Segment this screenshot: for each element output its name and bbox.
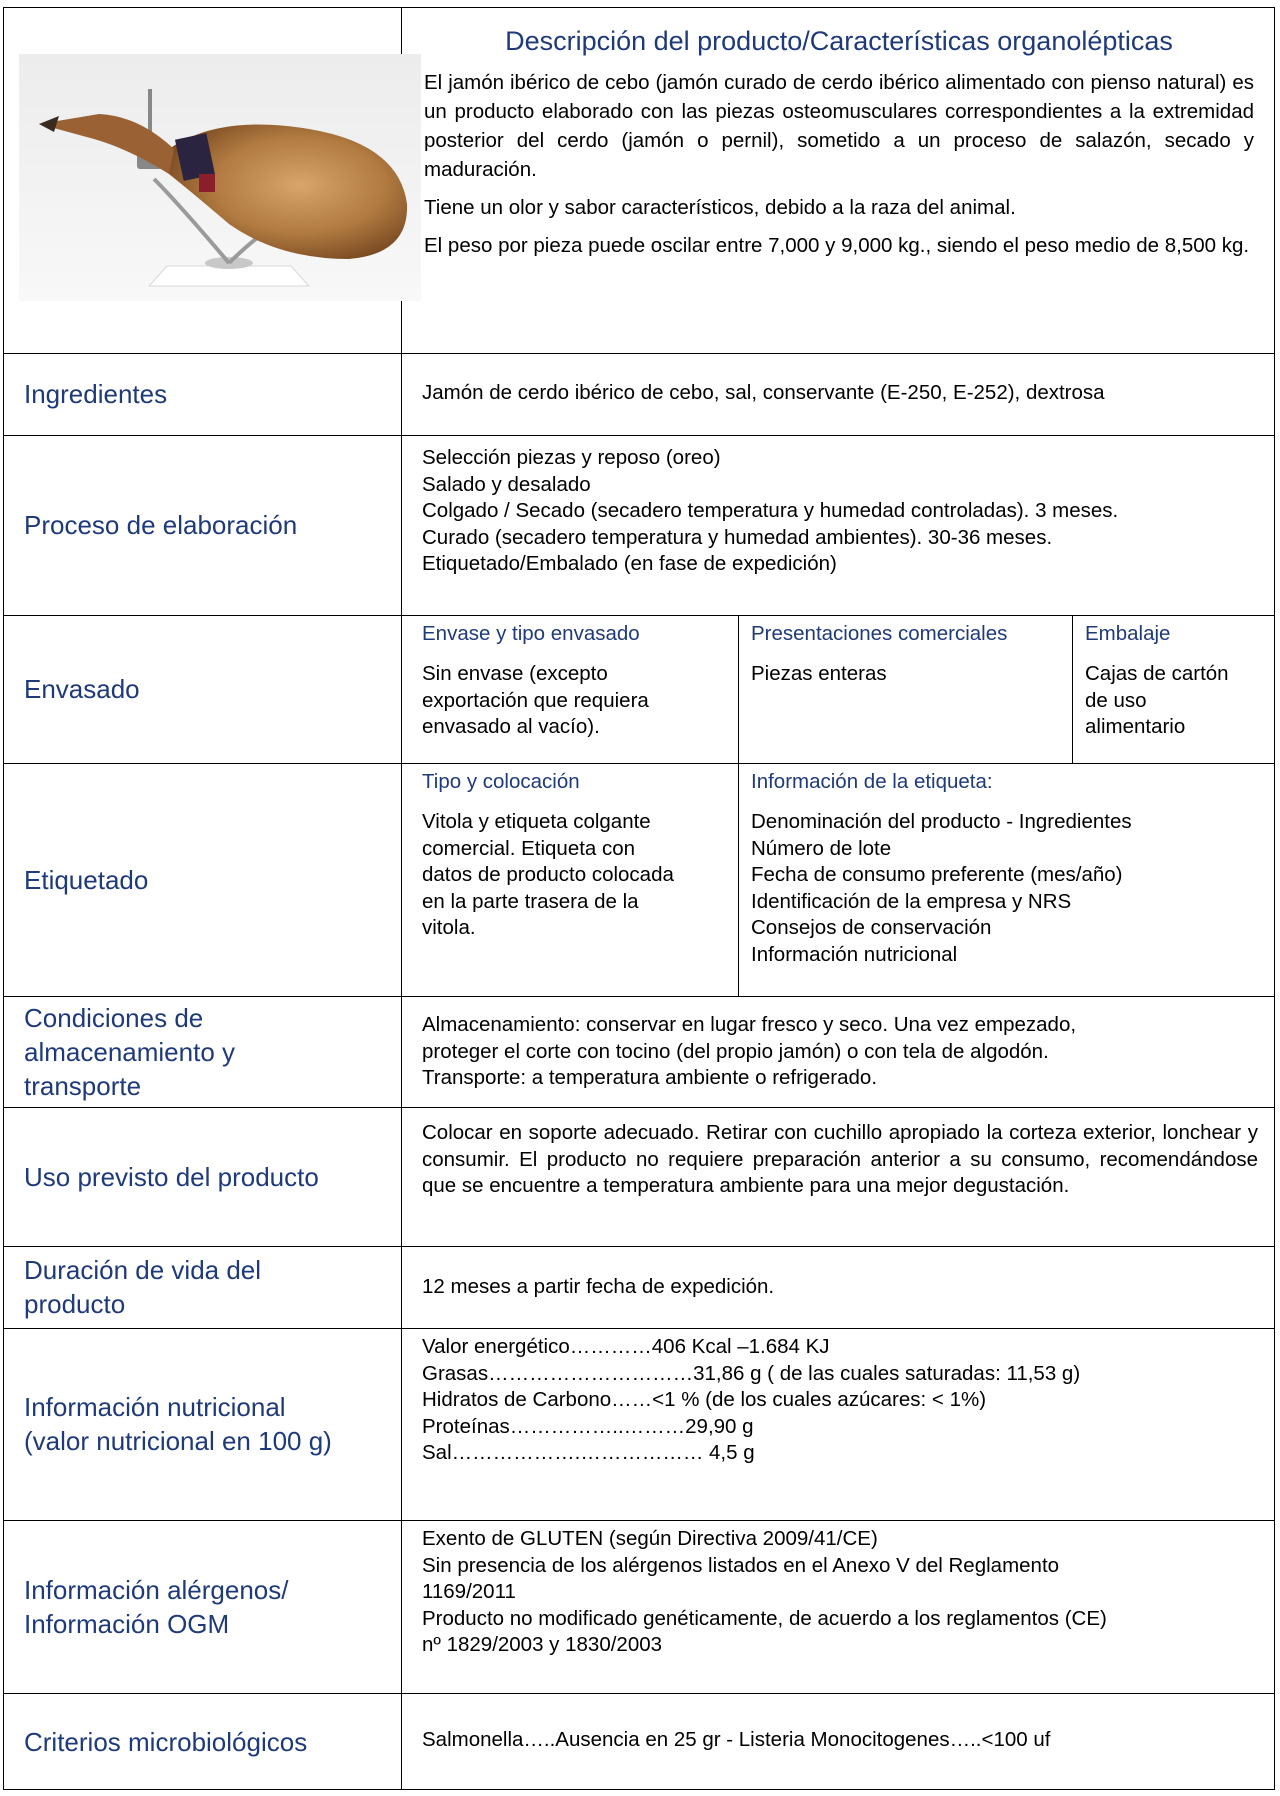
description-title: Descripción del producto/Características organolépticas [505, 26, 1173, 56]
proceso-steps [422, 445, 1118, 578]
envasado-label: Envasado [24, 674, 140, 704]
nutricional-label: Información nutricional (valor nutricional en 100 g) [24, 1392, 332, 1456]
proceso-step: Colgado / Secado (secadero temperatura y humedad controladas). 3 meses. [422, 499, 1119, 522]
description-paragraph: Tiene un olor y sabor característicos, debido a la raza del animal. [424, 195, 1016, 219]
description-paragraph: El jamón ibérico de cebo (jamón curado de cerdo ibérico alimentado con pienso natural) es un producto elaborado con las piezas osteomusculares correspondientes a la extremidad posterior del cerdo (jamón o pernil), sometido a un proceso de salazón, secado y maduración. [424, 70, 1254, 181]
ingredientes-label: Ingredientes [24, 379, 168, 409]
criterios-label: Criterios microbiológicos [24, 1726, 308, 1757]
duracion-label: Duración de vida del producto [24, 1255, 262, 1319]
envasado-col-presentaciones: Presentaciones comerciales Piezas enteras [751, 622, 1008, 685]
envasado-divider [738, 615, 739, 763]
uso-text: Colocar en soporte adecuado. Retirar con cuchillo apropiado la corteza exterior, lonchear y consumir. El producto no requiere preparación anterior a su consumo, recomendándose que se encuentre a temperatura ambiente para una mejor degustación. [422, 1121, 1258, 1197]
etiquetado-col-info: Información de la etiqueta: Denominación del producto - Ingredientes Número de lote Fecha de consumo preferente (mes/año) Identificación de la empresa y NRS Consejos de conservación Información nutricional [751, 770, 1132, 966]
nutricional-values: Valor energético…………406 Kcal –1.684 KJ Grasas…………………………31,86 g ( de las cuales saturadas: 11,53 g) Hidratos de Carbono……<1 % (de los cuales azúcares: < 1%) Proteínas……………..………29,90 g Sal……………….……………… 4,5 g [422, 1335, 1081, 1464]
envasado-divider [1072, 615, 1073, 763]
proceso-step: Etiquetado/Embalado (en fase de expedición) [422, 552, 837, 575]
proceso-label: Proceso de elaboración [24, 510, 298, 540]
etiquetado-col-tipo: Tipo y colocación Vitola y etiqueta colgante comercial. Etiqueta con datos de producto colocada en la parte trasera de la vitola. [422, 770, 674, 939]
condiciones-text: Almacenamiento: conservar en lugar fresco y seco. Una vez empezado, proteger el corte con tocino (del propio jamón) o con tela de algodón. Transporte: a temperatura ambiente o refrigerado. [422, 1013, 1077, 1089]
criterios-text: Salmonella…..Ausencia en 25 gr - Listeria Monocitogenes…..<100 uf [422, 1728, 1051, 1751]
etiquetado-divider [738, 763, 739, 996]
proceso-step: Salado y desalado [422, 472, 591, 496]
etiquetado-label: Etiquetado [24, 864, 149, 895]
condiciones-label: Condiciones de almacenamiento y transporte [24, 1002, 235, 1101]
proceso-step: Selección piezas y reposo (oreo) [422, 446, 721, 469]
proceso-step: Curado (secadero temperatura y humedad ambientes). 30-36 meses. [422, 525, 1053, 549]
description-paragraph: El peso por pieza puede oscilar entre 7,000 y 9,000 kg., siendo el peso medio de 8,500 kg. [424, 233, 1250, 257]
uso-label: Uso previsto del producto [24, 1161, 319, 1192]
description-section [424, 28, 1254, 260]
duracion-text: 12 meses a partir fecha de expedición. [422, 1275, 775, 1298]
envasado-col-envase: Envase y tipo envasado Sin envase (excepto exportación que requiera envasado al vacío). [422, 622, 649, 738]
alergenos-text: Exento de GLUTEN (según Directiva 2009/41/CE) Sin presencia de los alérgenos listados en el Anexo V del Reglamento 1169/2011 Producto no modificado genéticamente, de acuerdo a los reglamentos (CE) nº 1829/2003 y 1830/2003 [422, 1527, 1107, 1656]
product-spec-table [3, 7, 1275, 1790]
alergenos-label: Información alérgenos/ Información OGM [24, 1574, 289, 1639]
ham-product-photo [19, 54, 421, 301]
ingredientes-text: Jamón de cerdo ibérico de cebo, sal, conservante (E-250, E-252), dextrosa [422, 381, 1105, 404]
envasado-col-embalaje: Embalaje Cajas de cartón de uso alimentario [1085, 622, 1229, 738]
